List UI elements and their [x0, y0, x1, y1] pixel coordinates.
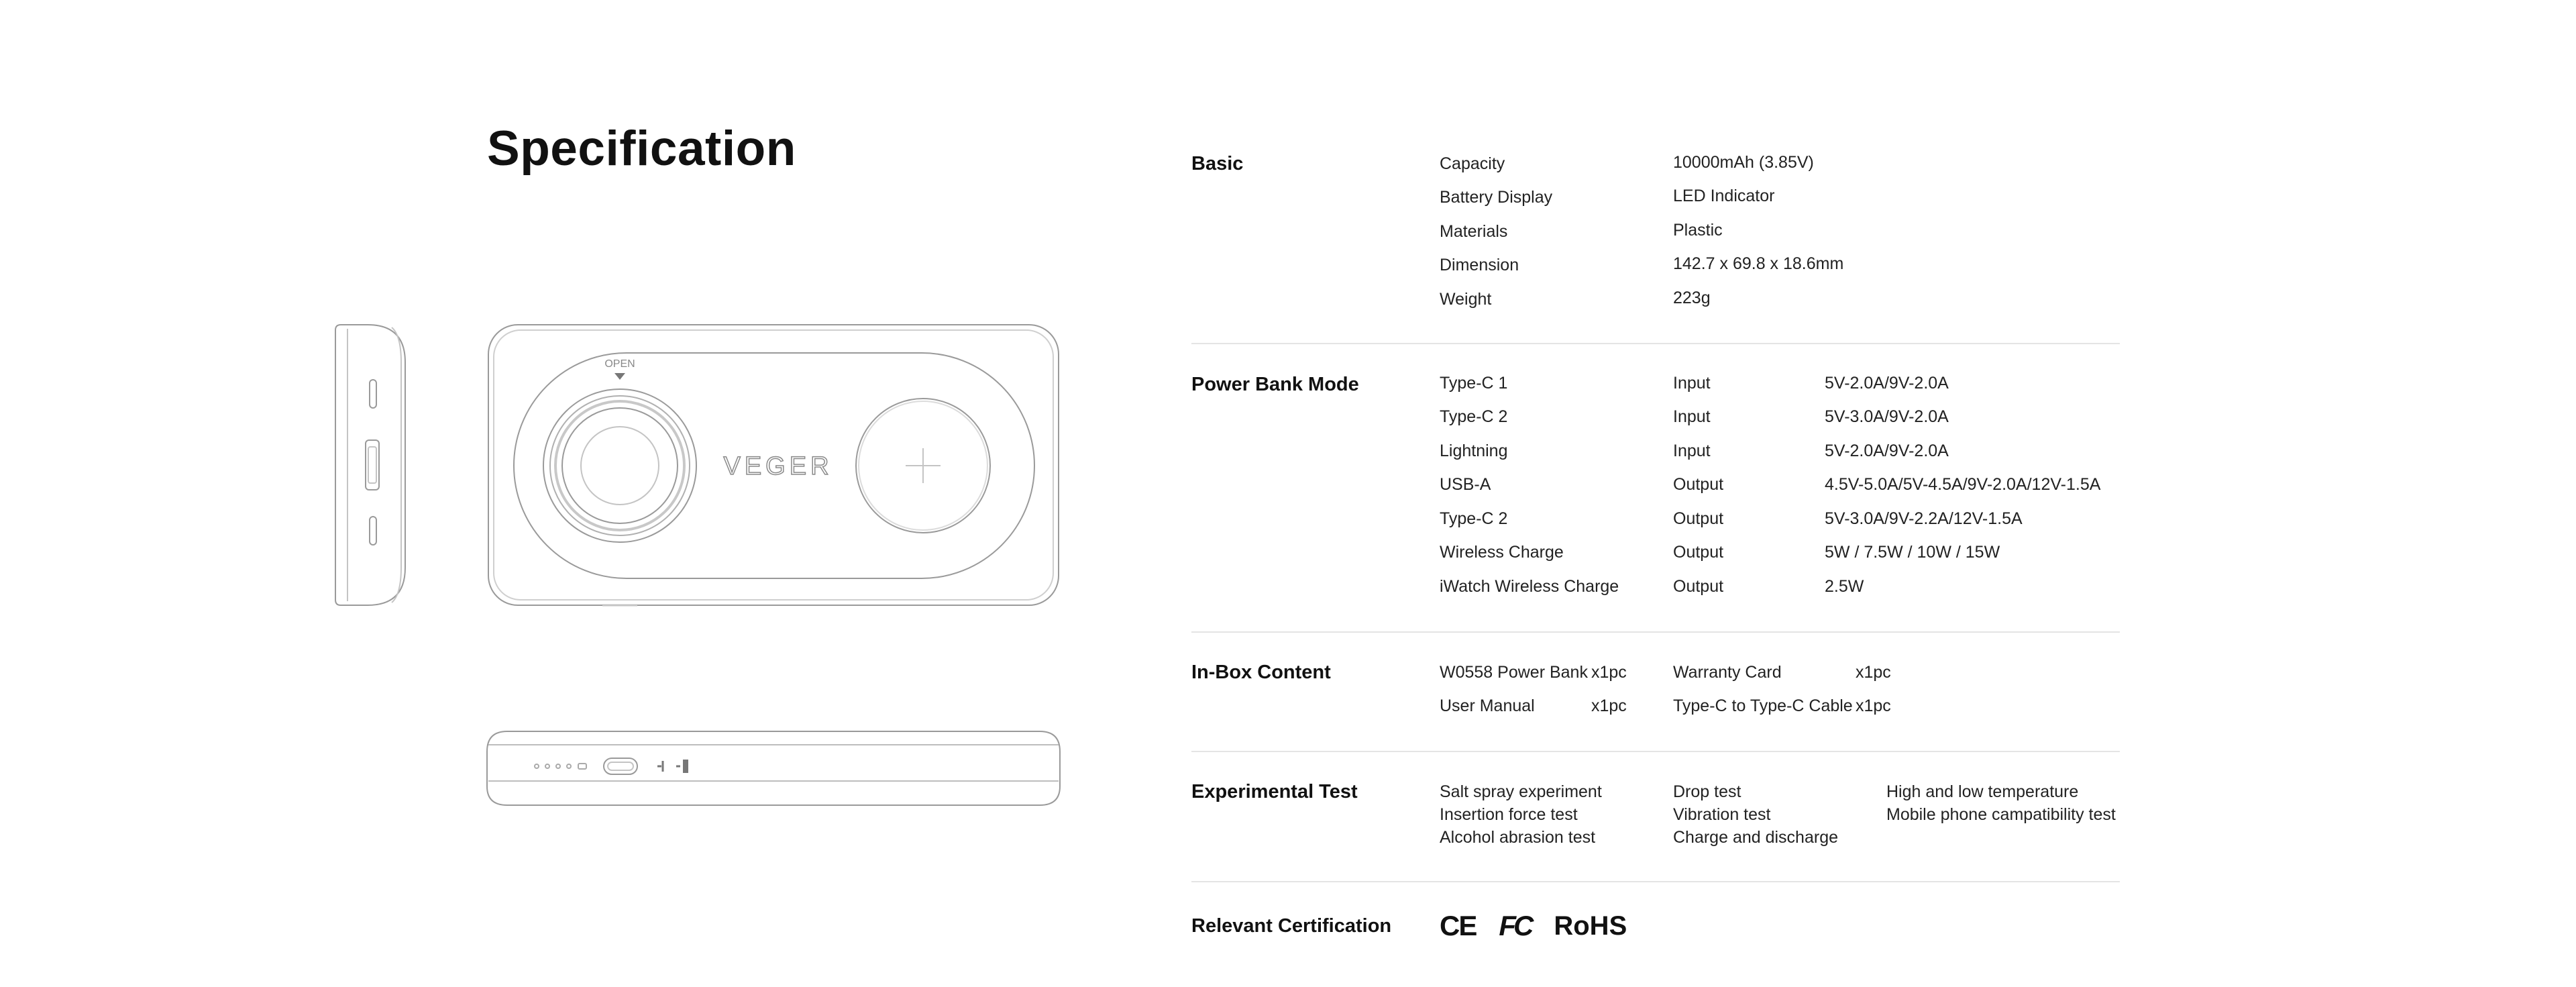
section-experimental-title: Experimental Test: [1191, 781, 1358, 802]
inbox-item: User Manual: [1440, 696, 1535, 715]
spec-value: LED Indicator: [1673, 187, 1775, 205]
section-power-title: Power Bank Mode: [1191, 374, 1359, 395]
spec-value: 142.7 x 69.8 x 18.6mm: [1673, 254, 1844, 273]
spec-label: Materials: [1440, 222, 1508, 241]
spec-label: Capacity: [1440, 154, 1505, 173]
spec-label: Dimension: [1440, 256, 1519, 274]
rohs-mark-icon: RoHS: [1554, 911, 1627, 941]
port-direction: Input: [1673, 441, 1711, 460]
port-name: Type-C 2: [1440, 509, 1508, 528]
side-view-drawing: [335, 325, 405, 605]
inbox-qty: x1pc: [1591, 663, 1627, 682]
port-name: USB-A: [1440, 475, 1491, 494]
port-direction: Input: [1673, 407, 1711, 426]
section-basic-title: Basic: [1191, 153, 1244, 174]
test-item: Insertion force test: [1440, 805, 1578, 824]
ce-mark-icon: CE: [1440, 910, 1477, 941]
inbox-qty: x1pc: [1591, 696, 1627, 715]
port-rating: 5W / 7.5W / 10W / 15W: [1825, 543, 2000, 562]
inbox-qty: x1pc: [1856, 696, 1891, 715]
port-rating: 5V-3.0A/9V-2.2A/12V-1.5A: [1825, 509, 2023, 528]
product-drawings: [0, 0, 1087, 872]
divider: [1191, 631, 2120, 633]
test-item: Mobile phone campatibility test: [1886, 805, 2116, 824]
port-direction: Output: [1673, 475, 1724, 494]
port-name: iWatch Wireless Charge: [1440, 577, 1619, 596]
divider: [1191, 881, 2120, 882]
test-item: Charge and discharge: [1673, 828, 1838, 847]
port-name: Wireless Charge: [1440, 543, 1564, 562]
spec-value: Plastic: [1673, 221, 1723, 240]
page-title: Specification: [487, 121, 796, 176]
port-direction: Output: [1673, 543, 1724, 562]
divider: [1191, 343, 2120, 344]
port-rating: 5V-2.0A/9V-2.0A: [1825, 441, 1949, 460]
certification-marks: [1440, 910, 1627, 942]
inbox-item: Warranty Card: [1673, 663, 1782, 682]
port-direction: Output: [1673, 509, 1724, 528]
bottom-view-drawing: [487, 731, 1060, 805]
spec-label: Battery Display: [1440, 188, 1553, 207]
port-name: Type-C 2: [1440, 407, 1508, 426]
divider: [1191, 751, 2120, 752]
port-rating: 4.5V-5.0A/5V-4.5A/9V-2.0A/12V-1.5A: [1825, 475, 2101, 494]
test-item: Alcohol abrasion test: [1440, 828, 1596, 847]
test-item: High and low temperature: [1886, 782, 2079, 801]
test-item: Salt spray experiment: [1440, 782, 1602, 801]
spec-value: 10000mAh (3.85V): [1673, 153, 1814, 172]
port-name: Type-C 1: [1440, 374, 1508, 393]
inbox-item: Type-C to Type-C Cable: [1673, 696, 1853, 715]
section-certification-title: Relevant Certification: [1191, 915, 1392, 937]
test-item: Drop test: [1673, 782, 1741, 801]
spec-label: Weight: [1440, 290, 1492, 309]
inbox-qty: x1pc: [1856, 663, 1891, 682]
open-label: OPEN: [604, 358, 635, 370]
port-rating: 2.5W: [1825, 577, 1864, 596]
brand-logo: VEGER: [723, 452, 833, 480]
port-rating: 5V-3.0A/9V-2.0A: [1825, 407, 1949, 426]
port-direction: Input: [1673, 374, 1711, 393]
port-name: Lightning: [1440, 441, 1508, 460]
section-inbox-title: In-Box Content: [1191, 662, 1331, 683]
port-rating: 5V-2.0A/9V-2.0A: [1825, 374, 1949, 393]
inbox-item: W0558 Power Bank: [1440, 663, 1588, 682]
test-item: Vibration test: [1673, 805, 1771, 824]
port-direction: Output: [1673, 577, 1724, 596]
fcc-mark-icon: FC: [1499, 910, 1532, 941]
spec-value: 223g: [1673, 289, 1711, 307]
